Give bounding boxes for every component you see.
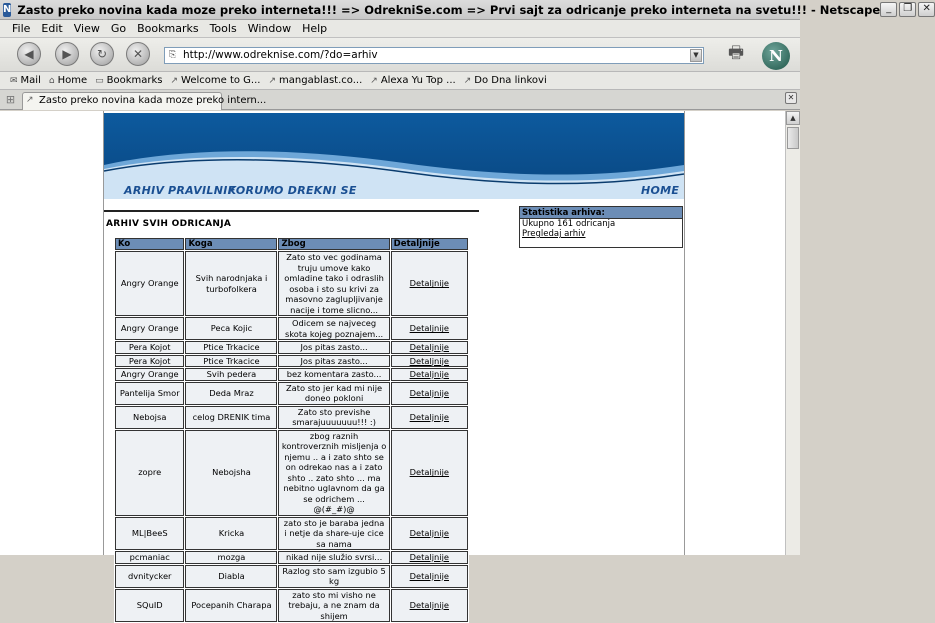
close-button[interactable]: ✕	[918, 2, 935, 17]
menu-bar	[0, 20, 800, 38]
bookmark-alexa[interactable]	[370, 75, 455, 86]
table-row	[115, 551, 468, 564]
forward-arrow-icon[interactable]: ▶	[55, 42, 79, 66]
site-header-banner	[104, 113, 684, 199]
cell-koga: Ptice Trkacice	[185, 355, 277, 368]
tab-bar	[0, 90, 800, 110]
bookmark-dodna[interactable]	[464, 75, 547, 86]
home-icon: ⌂	[48, 75, 55, 86]
nav-arhiv-link[interactable]: ARHIV	[124, 184, 165, 197]
detaljnije-link[interactable]: Detaljnije	[391, 317, 468, 340]
detaljnije-link[interactable]: Detaljnije	[391, 589, 468, 623]
bookmark-label: Bookmarks	[106, 75, 163, 86]
cell-zbog: bez komentara zasto...	[278, 368, 389, 381]
menu-window[interactable]: Window	[247, 22, 292, 35]
table-row	[115, 406, 468, 429]
cell-ko: Pantelija Smor	[115, 382, 184, 405]
column-header-detaljnije: Detaljnije	[391, 238, 468, 250]
cell-zbog: Jos pitas zasto...	[278, 355, 389, 368]
table-row	[115, 382, 468, 405]
tab-favicon-icon: ↗	[26, 95, 34, 105]
bookmark-label: Welcome to G...	[181, 75, 261, 86]
cell-koga: Deda Mraz	[185, 382, 277, 405]
netscape-logo-icon[interactable]: N	[762, 42, 790, 70]
bookmark-label: Mail	[20, 75, 41, 86]
table-row	[115, 368, 468, 381]
cell-ko: Angry Orange	[115, 317, 184, 340]
detaljnije-link[interactable]: Detaljnije	[391, 565, 468, 588]
site-page	[103, 111, 685, 621]
detaljnije-link[interactable]: Detaljnije	[391, 355, 468, 368]
table-row	[115, 251, 468, 316]
page-icon: ⎘	[169, 50, 177, 60]
cell-koga: Svih narodnjaka i turbofolkera	[185, 251, 277, 316]
reload-icon[interactable]: ↻	[90, 42, 114, 66]
cell-ko: Pera Kojot	[115, 355, 184, 368]
bookmark-label: Home	[57, 75, 88, 86]
table-row	[115, 341, 468, 354]
detaljnije-link[interactable]: Detaljnije	[391, 517, 468, 551]
cell-zbog: zato sto mi visho ne trebaju, a ne znam da shijem	[278, 589, 389, 623]
menu-file[interactable]: File	[12, 22, 31, 35]
cell-koga: Diabla	[185, 565, 277, 588]
new-tab-icon[interactable]: ⊞	[5, 93, 16, 106]
mail-icon: ✉	[10, 75, 18, 86]
folder-icon: ▭	[95, 75, 104, 86]
content-viewport	[0, 111, 785, 621]
bookmark-mangablast[interactable]	[268, 75, 362, 86]
cell-koga: Peca Kojic	[185, 317, 277, 340]
cell-zbog: Razlog sto sam izgubio 5 kg	[278, 565, 389, 588]
menu-bookmarks[interactable]: Bookmarks	[137, 22, 199, 35]
menu-go[interactable]: Go	[110, 22, 127, 35]
nav-forum-link[interactable]: FORUM	[228, 184, 275, 197]
cell-koga: Pocepanih Charapa	[185, 589, 277, 623]
window-controls	[880, 2, 935, 17]
cell-koga: Nebojsha	[185, 430, 277, 516]
bookmark-label: Alexa Yu Top ...	[380, 75, 456, 86]
cell-ko: ML|BeeS	[115, 517, 184, 551]
table-row	[115, 589, 468, 623]
close-tab-icon[interactable]: ✕	[785, 92, 797, 104]
table-row	[115, 517, 468, 551]
cell-ko: Nebojsa	[115, 406, 184, 429]
table-header-row	[115, 238, 468, 250]
tab-current[interactable]: Zasto preko novina kada moze preko intern...	[22, 92, 222, 110]
maximize-button[interactable]: ❐	[899, 2, 916, 17]
cell-koga: mozga	[185, 551, 277, 564]
navigation-toolbar	[0, 38, 800, 72]
detaljnije-link[interactable]: Detaljnije	[391, 551, 468, 564]
url-dropdown-arrow-icon[interactable]: ▼	[690, 49, 702, 62]
bookmark-icon: ↗	[170, 75, 179, 86]
detaljnije-link[interactable]: Detaljnije	[391, 341, 468, 354]
stats-total: Ukupno 161 odricanja	[522, 219, 616, 229]
bookmark-icon: ↗	[463, 75, 472, 86]
minimize-button[interactable]: _	[880, 2, 897, 17]
bookmarks-toolbar	[0, 72, 800, 90]
nav-odrekni-se-link[interactable]: O DREKNI SE	[274, 184, 357, 197]
archive-stats-box	[519, 206, 683, 248]
url-input[interactable]: http://www.odreknise.com/?do=arhiv	[164, 47, 704, 64]
scroll-up-arrow-icon[interactable]: ▲	[786, 111, 800, 125]
column-header-koga: Koga	[185, 238, 277, 250]
bookmark-icon: ↗	[268, 75, 277, 86]
cell-koga: Kricka	[185, 517, 277, 551]
section-divider	[104, 210, 479, 212]
cell-zbog: Zato sto jer kad mi nije doneo pokloni	[278, 382, 389, 405]
cell-koga: Ptice Trkacice	[185, 341, 277, 354]
cell-zbog: Odicem se najveceg skota kojeg poznajem...	[278, 317, 389, 340]
column-header-ko: Ko	[115, 238, 184, 250]
table-row	[115, 355, 468, 368]
view-archive-link[interactable]: Pregledaj arhiv	[522, 229, 586, 239]
nav-pravilnik-link[interactable]: PRAVILNIK	[168, 184, 237, 197]
cell-ko: Pera Kojot	[115, 341, 184, 354]
bookmark-bookmarks[interactable]	[95, 75, 162, 86]
cell-ko: SQuID	[115, 589, 184, 623]
cell-koga: celog DRENIK tima	[185, 406, 277, 429]
bookmark-mail[interactable]	[10, 75, 41, 86]
cell-zbog: zato sto je baraba jedna i netje da share-uje cice sa nama	[278, 517, 389, 551]
detaljnije-link[interactable]: Detaljnije	[391, 430, 468, 516]
cell-ko: Angry Orange	[115, 368, 184, 381]
cell-koga: Svih pedera	[185, 368, 277, 381]
cell-ko: pcmaniac	[115, 551, 184, 564]
table-row	[115, 317, 468, 340]
bookmark-welcome[interactable]	[171, 75, 261, 86]
table-row	[115, 565, 468, 588]
cell-zbog: Zato sto previshe smarajuuuuuuu!!! :)	[278, 406, 389, 429]
section-title: ARHIV SVIH ODRICANJA	[106, 219, 232, 229]
bookmark-home[interactable]	[49, 75, 87, 86]
cell-ko: zopre	[115, 430, 184, 516]
cell-ko: Angry Orange	[115, 251, 184, 316]
window-title: Zasto preko novina kada moze preko interneta!!! => OdrekniSe.com => Prvi sajt za odricanje preko interneta na svetu!!! - Netscape	[17, 2, 881, 17]
table-row	[115, 430, 468, 516]
menu-help[interactable]: Help	[302, 22, 328, 35]
detaljnije-link[interactable]: Detaljnije	[391, 382, 468, 405]
cell-zbog: zbog raznih kontroverznih misljenja o njemu .. a i zato shto se on odrekao nas a i zato shto .. zato shto ... ma nebitno uglavnom da ga se odrichem ... @(#_#)@	[278, 430, 389, 516]
print-icon[interactable]: 🖶	[727, 43, 745, 63]
menu-view[interactable]: View	[73, 22, 100, 35]
detaljnije-link[interactable]: Detaljnije	[391, 368, 468, 381]
column-header-zbog: Zbog	[278, 238, 389, 250]
bookmark-label: Do Dna linkovi	[474, 75, 547, 86]
cell-ko: dvnitycker	[115, 565, 184, 588]
menu-tools[interactable]: Tools	[209, 22, 237, 35]
stop-icon[interactable]: ✕	[126, 42, 150, 66]
title-bar	[0, 0, 931, 20]
scroll-thumb[interactable]	[787, 127, 799, 149]
cell-zbog: Zato sto vec godinama truju umove kako omladine tako i odraslih osoba i sto su krivi za masovno zaglupljivanje nacije i tome slicno...	[278, 251, 389, 316]
cell-zbog: nikad nije služio svrsi...	[278, 551, 389, 564]
nav-home-link[interactable]: HOME	[641, 184, 680, 197]
netscape-app-icon: N	[3, 3, 12, 15]
back-arrow-icon[interactable]: ◀	[17, 42, 41, 66]
detaljnije-link[interactable]: Detaljnije	[391, 406, 468, 429]
archive-table	[114, 237, 469, 623]
detaljnije-link[interactable]: Detaljnije	[391, 251, 468, 316]
vertical-scrollbar[interactable]	[785, 111, 800, 555]
bookmark-icon: ↗	[370, 75, 378, 86]
menu-edit[interactable]: Edit	[41, 22, 63, 35]
bookmark-label: mangablast.co...	[279, 75, 363, 86]
cell-zbog: Jos pitas zasto...	[278, 341, 389, 354]
stats-title: Statistika arhiva:	[520, 207, 682, 219]
